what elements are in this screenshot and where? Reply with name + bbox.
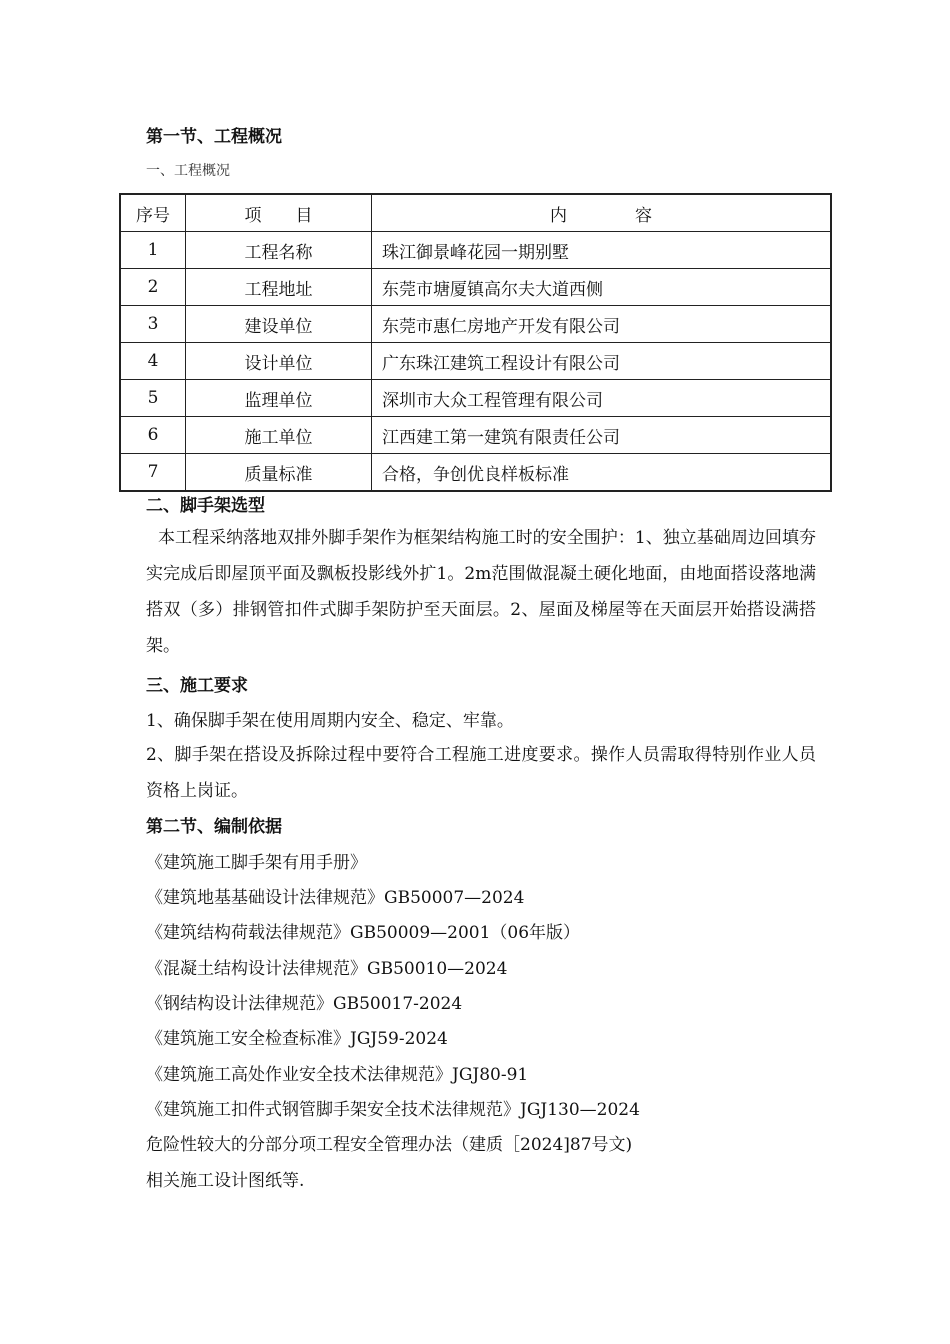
table-row bbox=[120, 269, 831, 306]
reference-item: 《钢结构设计法律规范》GB50017-2024 bbox=[146, 994, 463, 1014]
table-row bbox=[120, 343, 831, 380]
reference-item: 《建筑结构荷载法律规范》GB50009—2001（06年版） bbox=[146, 923, 581, 943]
section-1-title: 第一节、工程概况 bbox=[146, 127, 282, 147]
reference-item: 《建筑施工脚手架有用手册》 bbox=[146, 853, 367, 873]
section-2-title: 二、脚手架选型 bbox=[146, 496, 265, 516]
requirement-2: 2、脚手架在搭设及拆除过程中要符合工程施工进度要求。操作人员需取得特别作业人员资格上岗证。 bbox=[146, 745, 816, 801]
row-no: 4 bbox=[120, 343, 186, 380]
reference-item: 《混凝土结构设计法律规范》GB50010—2024 bbox=[146, 959, 508, 979]
row-content: 东莞市塘厦镇高尔夫大道西侧 bbox=[372, 269, 832, 306]
reference-item: 《建筑施工高处作业安全技术法律规范》JGJ80-91 bbox=[146, 1065, 529, 1085]
row-item: 监理单位 bbox=[186, 380, 372, 417]
reference-item: 《建筑地基基础设计法律规范》GB50007—2024 bbox=[146, 888, 525, 908]
row-content: 东莞市惠仁房地产开发有限公司 bbox=[372, 306, 832, 343]
row-no: 7 bbox=[120, 454, 186, 492]
row-no: 3 bbox=[120, 306, 186, 343]
reference-item: 危险性较大的分部分项工程安全管理办法（建质［2024]87号文) bbox=[146, 1135, 633, 1155]
row-item: 工程名称 bbox=[186, 232, 372, 269]
row-no: 1 bbox=[120, 232, 186, 269]
row-content: 珠江御景峰花园一期别墅 bbox=[372, 232, 832, 269]
row-content: 深圳市大众工程管理有限公司 bbox=[372, 380, 832, 417]
row-content: 广东珠江建筑工程设计有限公司 bbox=[372, 343, 832, 380]
table-row bbox=[120, 380, 831, 417]
row-no: 2 bbox=[120, 269, 186, 306]
table-row bbox=[120, 417, 831, 454]
table-row bbox=[120, 454, 831, 492]
requirement-1: 1、确保脚手架在使用周期内安全、稳定、牢靠。 bbox=[146, 711, 514, 731]
scaffold-selection-paragraph: 本工程采纳落地双排外脚手架作为框架结构施工时的安全围护：1、独立基础周边回填夯实完成后即屋顶平面及飘板投影线外扩1。2m范围做混凝土硬化地面，由地面搭设落地满搭双（多）排钢管扣件式脚手架防护至天面层。2、屋面及梯屋等在天面层开始搭设满搭架。 bbox=[146, 528, 816, 656]
reference-item: 相关施工设计图纸等. bbox=[146, 1171, 305, 1191]
header-no: 序号 bbox=[120, 194, 186, 232]
section-4-title: 第二节、编制依据 bbox=[146, 817, 282, 837]
row-item: 质量标准 bbox=[186, 454, 372, 492]
header-item: 项 目 bbox=[186, 194, 372, 232]
table-row bbox=[120, 306, 831, 343]
table-header-row bbox=[120, 194, 831, 232]
project-overview-table bbox=[119, 193, 832, 492]
row-content: 合格，争创优良样板标准 bbox=[372, 454, 832, 492]
row-content: 江西建工第一建筑有限责任公司 bbox=[372, 417, 832, 454]
section-1-subtitle: 一、工程概况 bbox=[146, 163, 230, 179]
row-item: 施工单位 bbox=[186, 417, 372, 454]
row-item: 工程地址 bbox=[186, 269, 372, 306]
section-3-title: 三、施工要求 bbox=[146, 676, 248, 696]
row-item: 建设单位 bbox=[186, 306, 372, 343]
row-item: 设计单位 bbox=[186, 343, 372, 380]
reference-item: 《建筑施工扣件式钢管脚手架安全技术法律规范》JGJ130—2024 bbox=[146, 1100, 640, 1120]
reference-item: 《建筑施工安全检查标准》JGJ59-2024 bbox=[146, 1029, 448, 1049]
row-no: 5 bbox=[120, 380, 186, 417]
table-row bbox=[120, 232, 831, 269]
row-no: 6 bbox=[120, 417, 186, 454]
header-content: 内 容 bbox=[372, 194, 832, 232]
